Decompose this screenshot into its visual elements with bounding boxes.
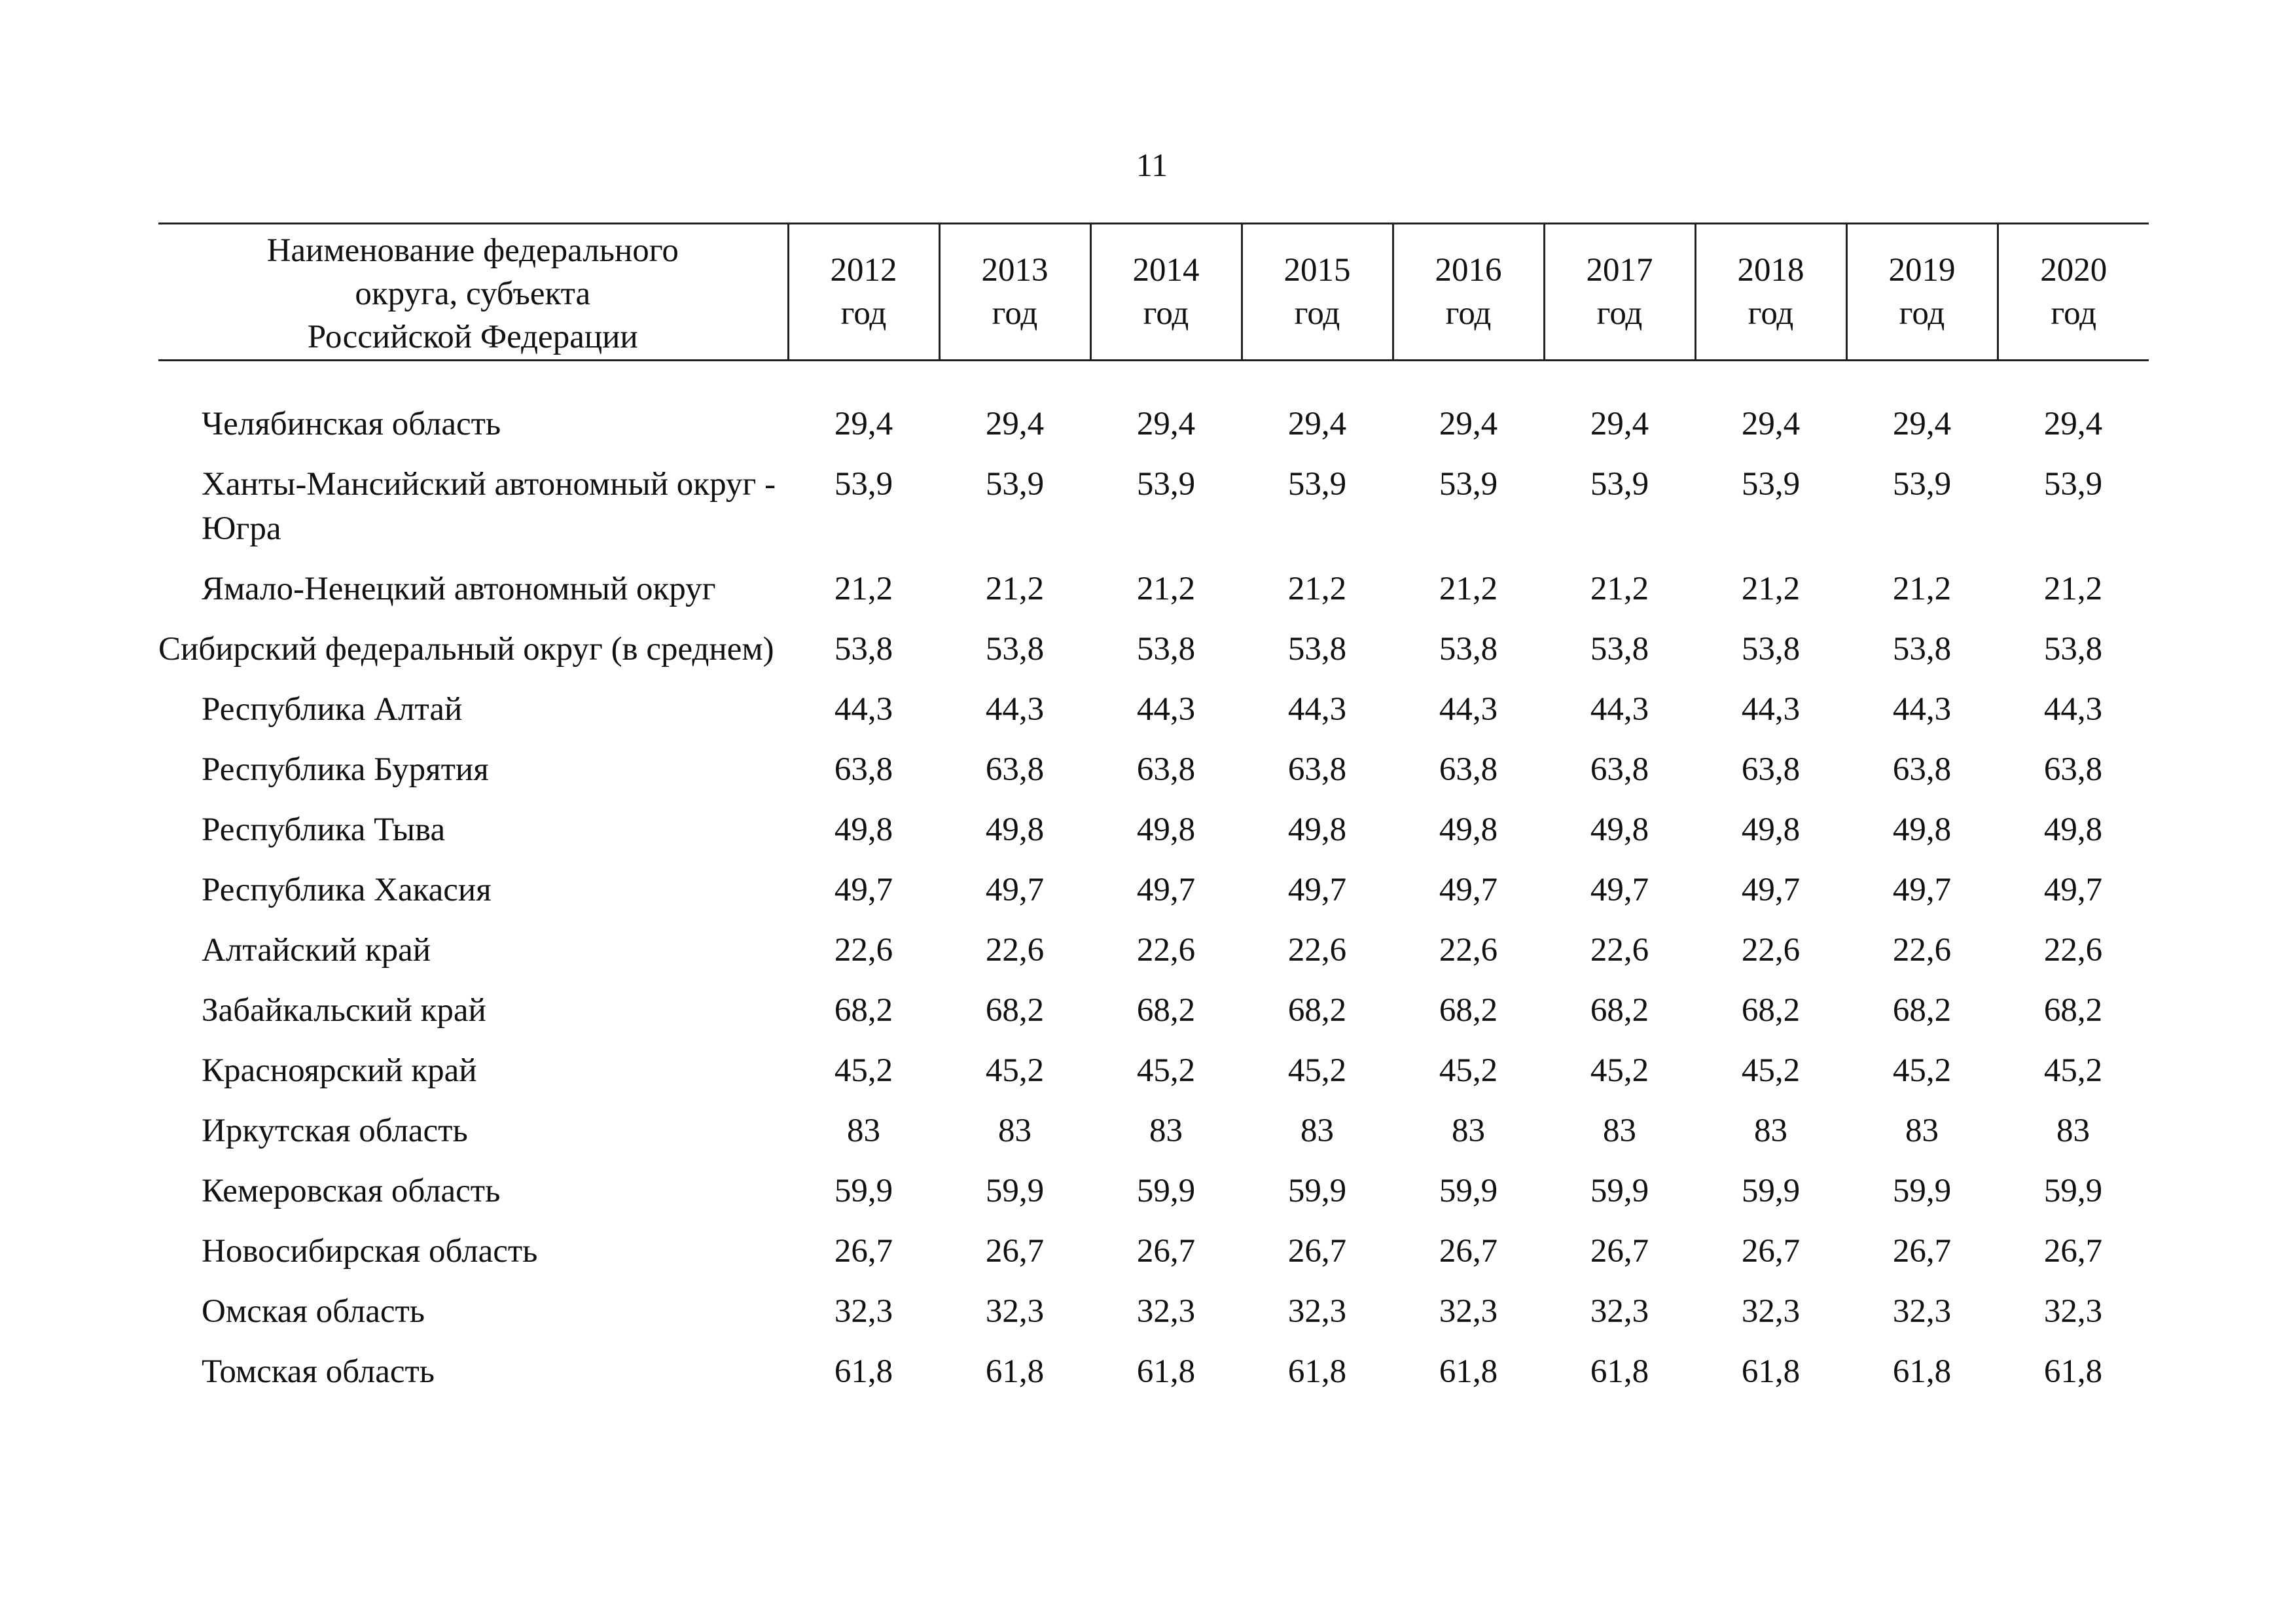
row-value-2013: 26,7 bbox=[985, 1233, 1045, 1270]
row-value-2016: 45,2 bbox=[1439, 1052, 1498, 1089]
header-year: 2019 bbox=[1888, 252, 1956, 289]
row-value-2012: 44,3 bbox=[834, 691, 893, 728]
row-value-2015: 59,9 bbox=[1287, 1173, 1347, 1209]
table-row bbox=[158, 808, 2149, 868]
row-value-2016: 68,2 bbox=[1439, 992, 1498, 1029]
row-value-2012: 61,8 bbox=[834, 1353, 893, 1390]
header-year: 2014 bbox=[1132, 252, 1200, 289]
row-value-2012: 26,7 bbox=[834, 1233, 893, 1270]
row-region-name: Иркутская область bbox=[202, 1113, 468, 1149]
row-region-name: Ханты-Мансийский автономный округ - Югра bbox=[202, 466, 776, 547]
row-value-2019: 61,8 bbox=[1892, 1353, 1952, 1390]
row-value-2018: 44,3 bbox=[1741, 691, 1801, 728]
table-row bbox=[158, 462, 2149, 567]
row-value-2014: 49,7 bbox=[1136, 872, 1196, 908]
header-year-2020 bbox=[1998, 224, 2149, 361]
row-value-2015: 29,4 bbox=[1287, 406, 1347, 442]
row-value-2020: 44,3 bbox=[2043, 691, 2103, 728]
header-year-2014 bbox=[1090, 224, 1242, 361]
row-value-2013: 49,7 bbox=[985, 872, 1045, 908]
row-value-2014: 63,8 bbox=[1136, 751, 1196, 788]
table-row bbox=[158, 747, 2149, 808]
row-value-2018: 21,2 bbox=[1741, 571, 1801, 607]
row-value-2018: 83 bbox=[1754, 1113, 1787, 1149]
row-value-2020: 63,8 bbox=[2043, 751, 2103, 788]
header-name-line: Наименование федерального bbox=[266, 232, 679, 269]
row-value-2016: 29,4 bbox=[1439, 406, 1498, 442]
page-number: 11 bbox=[1136, 147, 1168, 183]
row-value-2019: 49,8 bbox=[1892, 812, 1952, 848]
row-region-name: Сибирский федеральный округ (в среднем) bbox=[158, 631, 774, 668]
header-year: 2012 bbox=[830, 252, 897, 289]
row-value-2019: 63,8 bbox=[1892, 751, 1952, 788]
header-year: 2015 bbox=[1283, 252, 1351, 289]
row-value-2020: 49,7 bbox=[2043, 872, 2103, 908]
row-value-2020: 32,3 bbox=[2043, 1293, 2103, 1330]
header-name-line: Российской Федерации bbox=[307, 319, 638, 355]
row-region-name: Забайкальский край bbox=[202, 992, 486, 1029]
row-value-2012: 53,8 bbox=[834, 631, 893, 668]
row-value-2015: 49,8 bbox=[1287, 812, 1347, 848]
row-value-2019: 83 bbox=[1905, 1113, 1939, 1149]
table-row bbox=[158, 1109, 2149, 1169]
row-value-2016: 32,3 bbox=[1439, 1293, 1498, 1330]
row-value-2016: 22,6 bbox=[1439, 932, 1498, 969]
row-value-2019: 44,3 bbox=[1892, 691, 1952, 728]
row-value-2020: 83 bbox=[2056, 1113, 2090, 1149]
row-value-2015: 83 bbox=[1300, 1113, 1334, 1149]
table-body bbox=[158, 361, 2149, 1410]
row-value-2020: 26,7 bbox=[2043, 1233, 2103, 1270]
row-value-2012: 45,2 bbox=[834, 1052, 893, 1089]
row-value-2014: 61,8 bbox=[1136, 1353, 1196, 1390]
row-value-2014: 68,2 bbox=[1136, 992, 1196, 1029]
row-region-name: Республика Бурятия bbox=[202, 751, 489, 788]
row-value-2012: 49,7 bbox=[834, 872, 893, 908]
row-value-2019: 45,2 bbox=[1892, 1052, 1952, 1089]
row-value-2018: 63,8 bbox=[1741, 751, 1801, 788]
row-value-2017: 49,8 bbox=[1590, 812, 1649, 848]
row-value-2016: 53,8 bbox=[1439, 631, 1498, 668]
row-value-2017: 68,2 bbox=[1590, 992, 1649, 1029]
row-value-2016: 83 bbox=[1452, 1113, 1485, 1149]
header-year-unit: год bbox=[840, 295, 887, 332]
row-value-2013: 68,2 bbox=[985, 992, 1045, 1029]
row-value-2015: 63,8 bbox=[1287, 751, 1347, 788]
header-year-unit: год bbox=[1596, 295, 1643, 332]
row-value-2017: 49,7 bbox=[1590, 872, 1649, 908]
row-value-2015: 32,3 bbox=[1287, 1293, 1347, 1330]
row-value-2013: 21,2 bbox=[985, 571, 1045, 607]
row-value-2013: 49,8 bbox=[985, 812, 1045, 848]
table-row bbox=[158, 988, 2149, 1048]
header-year: 2017 bbox=[1586, 252, 1653, 289]
row-value-2016: 26,7 bbox=[1439, 1233, 1498, 1270]
row-value-2019: 32,3 bbox=[1892, 1293, 1952, 1330]
row-value-2013: 61,8 bbox=[985, 1353, 1045, 1390]
row-value-2018: 61,8 bbox=[1741, 1353, 1801, 1390]
row-region-name: Алтайский край bbox=[202, 932, 431, 969]
row-value-2013: 63,8 bbox=[985, 751, 1045, 788]
row-value-2018: 29,4 bbox=[1741, 406, 1801, 442]
header-year: 2013 bbox=[981, 252, 1049, 289]
row-value-2019: 22,6 bbox=[1892, 932, 1952, 969]
header-year-2015 bbox=[1242, 224, 1393, 361]
row-value-2017: 45,2 bbox=[1590, 1052, 1649, 1089]
row-value-2016: 59,9 bbox=[1439, 1173, 1498, 1209]
row-value-2019: 68,2 bbox=[1892, 992, 1952, 1029]
header-year-unit: год bbox=[992, 295, 1038, 332]
header-year-unit: год bbox=[1294, 295, 1340, 332]
row-value-2015: 22,6 bbox=[1287, 932, 1347, 969]
row-value-2015: 68,2 bbox=[1287, 992, 1347, 1029]
header-name-line: округа, субъекта bbox=[355, 276, 591, 312]
row-value-2019: 59,9 bbox=[1892, 1173, 1952, 1209]
row-value-2014: 26,7 bbox=[1136, 1233, 1196, 1270]
row-value-2018: 68,2 bbox=[1741, 992, 1801, 1029]
row-value-2016: 44,3 bbox=[1439, 691, 1498, 728]
row-value-2019: 53,8 bbox=[1892, 631, 1952, 668]
row-region-name: Томская область bbox=[202, 1353, 435, 1390]
row-value-2013: 22,6 bbox=[985, 932, 1045, 969]
row-value-2015: 21,2 bbox=[1287, 571, 1347, 607]
row-value-2013: 53,8 bbox=[985, 631, 1045, 668]
row-value-2015: 45,2 bbox=[1287, 1052, 1347, 1089]
row-region-name: Омская область bbox=[202, 1293, 425, 1330]
row-value-2013: 59,9 bbox=[985, 1173, 1045, 1209]
row-value-2013: 45,2 bbox=[985, 1052, 1045, 1089]
row-value-2015: 26,7 bbox=[1287, 1233, 1347, 1270]
header-year-unit: год bbox=[2051, 295, 2097, 332]
row-value-2014: 22,6 bbox=[1136, 932, 1196, 969]
row-value-2018: 49,7 bbox=[1741, 872, 1801, 908]
table-header-row bbox=[158, 224, 2149, 361]
row-value-2019: 26,7 bbox=[1892, 1233, 1952, 1270]
table-row bbox=[158, 1048, 2149, 1109]
row-value-2017: 61,8 bbox=[1590, 1353, 1649, 1390]
row-value-2017: 22,6 bbox=[1590, 932, 1649, 969]
row-value-2020: 68,2 bbox=[2043, 992, 2103, 1029]
table-spacer-row bbox=[158, 361, 2149, 402]
row-value-2016: 49,8 bbox=[1439, 812, 1498, 848]
row-value-2018: 32,3 bbox=[1741, 1293, 1801, 1330]
row-value-2013: 44,3 bbox=[985, 691, 1045, 728]
row-value-2016: 61,8 bbox=[1439, 1353, 1498, 1390]
row-region-name: Республика Алтай bbox=[202, 691, 463, 728]
row-value-2016: 21,2 bbox=[1439, 571, 1498, 607]
row-value-2017: 53,8 bbox=[1590, 631, 1649, 668]
row-value-2017: 32,3 bbox=[1590, 1293, 1649, 1330]
row-value-2020: 53,9 bbox=[2043, 466, 2103, 503]
row-value-2019: 29,4 bbox=[1892, 406, 1952, 442]
header-year-2018 bbox=[1695, 224, 1846, 361]
row-value-2012: 59,9 bbox=[834, 1173, 893, 1209]
row-region-name: Ямало-Ненецкий автономный округ bbox=[202, 571, 716, 607]
table-row bbox=[158, 627, 2149, 687]
row-value-2019: 49,7 bbox=[1892, 872, 1952, 908]
row-value-2018: 49,8 bbox=[1741, 812, 1801, 848]
row-value-2014: 45,2 bbox=[1136, 1052, 1196, 1089]
row-value-2019: 53,9 bbox=[1892, 466, 1952, 503]
data-table bbox=[158, 223, 2149, 1410]
row-value-2014: 32,3 bbox=[1136, 1293, 1196, 1330]
row-value-2018: 22,6 bbox=[1741, 932, 1801, 969]
row-region-name: Красноярский край bbox=[202, 1052, 477, 1089]
row-value-2017: 29,4 bbox=[1590, 406, 1649, 442]
row-value-2013: 83 bbox=[998, 1113, 1031, 1149]
row-value-2014: 59,9 bbox=[1136, 1173, 1196, 1209]
table-row bbox=[158, 402, 2149, 462]
row-value-2014: 29,4 bbox=[1136, 406, 1196, 442]
table-row bbox=[158, 567, 2149, 627]
table-row bbox=[158, 928, 2149, 988]
header-year-unit: год bbox=[1748, 295, 1794, 332]
header-year-2019 bbox=[1846, 224, 1998, 361]
table-row bbox=[158, 1169, 2149, 1229]
row-value-2017: 83 bbox=[1603, 1113, 1636, 1149]
table-row bbox=[158, 868, 2149, 928]
row-value-2018: 45,2 bbox=[1741, 1052, 1801, 1089]
row-value-2017: 21,2 bbox=[1590, 571, 1649, 607]
row-value-2017: 26,7 bbox=[1590, 1233, 1649, 1270]
header-year-2012 bbox=[788, 224, 939, 361]
header-year-unit: год bbox=[1899, 295, 1945, 332]
row-value-2013: 53,9 bbox=[985, 466, 1045, 503]
header-year-unit: год bbox=[1445, 295, 1492, 332]
row-value-2020: 61,8 bbox=[2043, 1353, 2103, 1390]
table-row bbox=[158, 1289, 2149, 1349]
row-value-2017: 44,3 bbox=[1590, 691, 1649, 728]
row-value-2012: 83 bbox=[847, 1113, 880, 1149]
row-region-name: Республика Тыва bbox=[202, 812, 446, 848]
table-row bbox=[158, 1349, 2149, 1410]
row-value-2012: 68,2 bbox=[834, 992, 893, 1029]
row-value-2015: 53,9 bbox=[1287, 466, 1347, 503]
row-value-2012: 21,2 bbox=[834, 571, 893, 607]
row-value-2012: 49,8 bbox=[834, 812, 893, 848]
header-year-2017 bbox=[1544, 224, 1695, 361]
row-value-2020: 29,4 bbox=[2043, 406, 2103, 442]
row-value-2012: 29,4 bbox=[834, 406, 893, 442]
row-value-2015: 49,7 bbox=[1287, 872, 1347, 908]
table-row bbox=[158, 687, 2149, 747]
row-value-2013: 32,3 bbox=[985, 1293, 1045, 1330]
row-value-2020: 59,9 bbox=[2043, 1173, 2103, 1209]
row-value-2017: 53,9 bbox=[1590, 466, 1649, 503]
row-value-2020: 53,8 bbox=[2043, 631, 2103, 668]
header-year-unit: год bbox=[1143, 295, 1189, 332]
row-value-2015: 61,8 bbox=[1287, 1353, 1347, 1390]
row-value-2014: 83 bbox=[1149, 1113, 1183, 1149]
row-value-2019: 21,2 bbox=[1892, 571, 1952, 607]
row-region-name: Новосибирская область bbox=[202, 1233, 538, 1270]
row-value-2020: 45,2 bbox=[2043, 1052, 2103, 1089]
row-region-name: Республика Хакасия bbox=[202, 872, 492, 908]
row-value-2013: 29,4 bbox=[985, 406, 1045, 442]
table-row bbox=[158, 1229, 2149, 1289]
row-value-2012: 22,6 bbox=[834, 932, 893, 969]
row-region-name: Челябинская область bbox=[202, 406, 501, 442]
row-value-2015: 44,3 bbox=[1287, 691, 1347, 728]
row-value-2020: 21,2 bbox=[2043, 571, 2103, 607]
row-value-2018: 53,8 bbox=[1741, 631, 1801, 668]
header-year: 2016 bbox=[1435, 252, 1502, 289]
row-value-2012: 32,3 bbox=[834, 1293, 893, 1330]
row-value-2020: 49,8 bbox=[2043, 812, 2103, 848]
row-value-2016: 53,9 bbox=[1439, 466, 1498, 503]
row-value-2014: 44,3 bbox=[1136, 691, 1196, 728]
row-value-2017: 63,8 bbox=[1590, 751, 1649, 788]
header-year: 2018 bbox=[1737, 252, 1804, 289]
header-year-2013 bbox=[939, 224, 1090, 361]
row-value-2018: 26,7 bbox=[1741, 1233, 1801, 1270]
header-year-2016 bbox=[1393, 224, 1544, 361]
row-value-2016: 63,8 bbox=[1439, 751, 1498, 788]
row-value-2017: 59,9 bbox=[1590, 1173, 1649, 1209]
row-value-2020: 22,6 bbox=[2043, 932, 2103, 969]
row-region-name: Кемеровская область bbox=[202, 1173, 501, 1209]
row-value-2016: 49,7 bbox=[1439, 872, 1498, 908]
row-value-2014: 21,2 bbox=[1136, 571, 1196, 607]
row-value-2012: 63,8 bbox=[834, 751, 893, 788]
row-value-2014: 49,8 bbox=[1136, 812, 1196, 848]
row-value-2012: 53,9 bbox=[834, 466, 893, 503]
header-name-column bbox=[158, 224, 788, 361]
row-value-2018: 53,9 bbox=[1741, 466, 1801, 503]
row-value-2018: 59,9 bbox=[1741, 1173, 1801, 1209]
row-value-2015: 53,8 bbox=[1287, 631, 1347, 668]
row-value-2014: 53,8 bbox=[1136, 631, 1196, 668]
row-value-2014: 53,9 bbox=[1136, 466, 1196, 503]
header-year: 2020 bbox=[2040, 252, 2108, 289]
